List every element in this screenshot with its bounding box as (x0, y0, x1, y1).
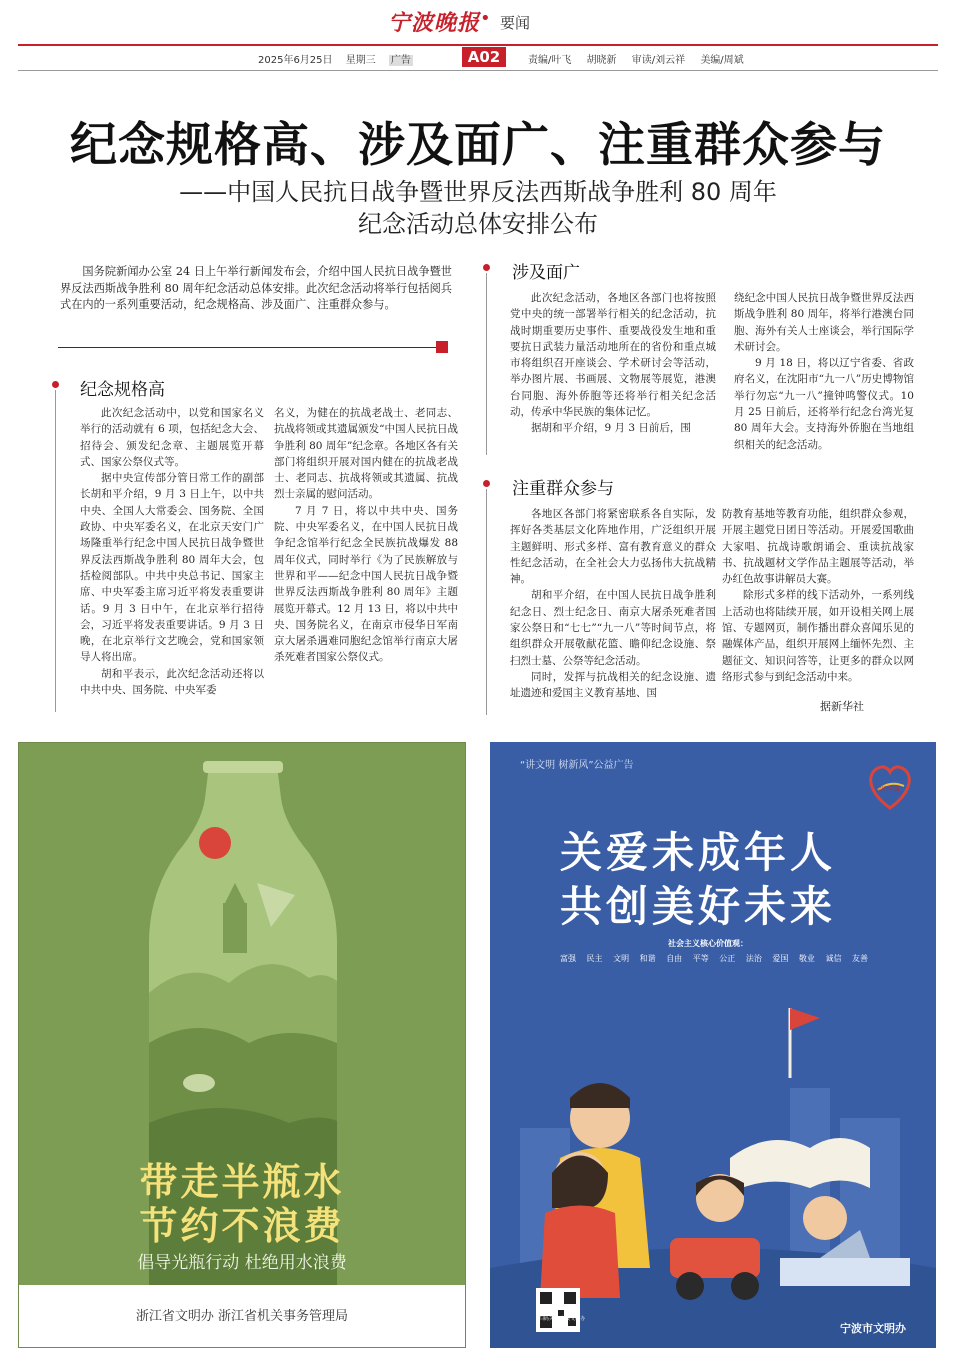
text-column-3 (510, 290, 716, 452)
section-bullet-icon (483, 264, 490, 271)
masthead-thin-rule (18, 70, 938, 71)
page-number: A02 (462, 47, 506, 67)
section-bullet-icon (52, 381, 59, 388)
ad-tagline: “讲文明 树新风”公益广告 (520, 760, 634, 771)
logo-caption: 文明宁波 (876, 786, 901, 793)
sun-icon (199, 827, 231, 859)
lead-divider-square (436, 341, 448, 353)
flag-icon (790, 1008, 820, 1030)
ad-slogan-line2: 节约不浪费 (139, 1203, 345, 1248)
family-illustration (490, 968, 936, 1348)
ad-tag: 广告 (390, 55, 411, 66)
text-column-6 (722, 506, 914, 714)
paragraph: 除形式多样的线下活动外，一系列线上活动也将陆续开展，如开设相关网上展馆、专题网页，制作播出群众喜闻乐见的融媒体产品，组织开展网上缅怀先烈、主题征文、知识问答等，让更多的群众以网络形式参与到纪念活动中来。 (722, 589, 914, 683)
paragraph: 7 月 7 日，将以中共中央、国务院、中央军委名义，在中国人民抗日战争纪念馆举行纪念全民族抗战爆发 88 周年仪式，同时举行《为了民族解放与世界和平——纪念中国人民抗日战争暨世界反法西斯战争胜利 80 周年》主题展览开幕式。12 月 13 日，将以中共中央、国务院名义，在南京市侵华日军南京大屠杀遇难同胞纪念馆举行南京大屠杀死难者国家公祭仪式。 (274, 504, 458, 664)
article-headline: 纪念规格高、涉及面广、注重群众参与 (70, 118, 886, 173)
core-value: 文明 (613, 954, 630, 963)
qr-caption: 扫码关注 宁波文明办 (538, 1316, 586, 1322)
editor-credit: 责编/叶飞 (528, 55, 572, 66)
editor-credits (528, 51, 756, 66)
boy-figure (803, 1196, 847, 1240)
section-heading-guige: 纪念规格高 (80, 380, 165, 400)
cow-icon (183, 1074, 215, 1092)
section-heading-shejimian: 涉及面广 (512, 263, 580, 283)
core-value: 平等 (692, 954, 709, 963)
section-rule (55, 390, 56, 712)
paragraph: 9 月 18 日，将以辽宁省委、省政府名义，在沈阳市“九一八”历史博物馆举行勿忘“九一八”撞钟鸣警仪式。10 月 25 日前后，还将举行纪念台湾光复 80 周年大会。支持海外侨胞在当地组织相关的纪念活动。 (734, 357, 914, 451)
core-value: 民主 (586, 954, 603, 963)
core-value: 爱国 (772, 954, 789, 963)
paragraph: 此次纪念活动，各地区各部门也将按照党中央的统一部署举行相关的纪念活动，抗战时期重要历史事件、重要战役发生地和重要抗日武装力量活动地所在的省份和重点城市将组织召开座谈会、学术研讨会等活动，举办图片展、书画展、文物展等展览，港澳台同胞、海外侨胞等还将举行相关纪念活动，传承中华民族的集体记忆。 (510, 292, 716, 419)
ad-sponsor: 浙江省文明办 浙江省机关事务管理局 (135, 1309, 349, 1324)
paragraph: 胡和平表示，此次纪念活动还将以中共中央、国务院、中央军委 (80, 667, 264, 697)
section-name: 要闻 (500, 14, 531, 32)
paragraph: 胡和平介绍，在中国人民抗日战争胜利纪念日、烈士纪念日、南京大屠杀死难者国家公祭日和“七七”“九一八”等时间节点，将组织群众开展敬献花篮、瞻仰纪念设施、祭扫烈士墓、公祭等纪念活动。 (510, 589, 716, 667)
paragraph: 绕纪念中国人民抗日战争暨世界反法西斯战争胜利 80 周年，将举行港澳台同胞、海外有关人士座谈会，举行国际学术研讨会。 (734, 292, 914, 353)
section-rule (486, 489, 487, 715)
section-heading-qunzhong: 注重群众参与 (512, 479, 614, 499)
section-rule (486, 273, 487, 455)
article-source: 据新华社 (820, 700, 864, 713)
core-value: 自由 (666, 954, 683, 963)
editor-credit: 美编/周斌 (700, 55, 744, 66)
dateline (258, 51, 423, 66)
core-value: 诚信 (825, 954, 842, 963)
section-bullet-icon (483, 480, 490, 487)
ad-sponsor-bar (19, 1285, 465, 1347)
text-column-5 (510, 506, 716, 714)
core-values-title: 社会主义核心价值观： (668, 939, 748, 948)
text-column-4 (734, 290, 914, 452)
text-column-1 (80, 405, 264, 711)
core-value: 和谐 (639, 954, 656, 963)
core-value: 富强 (560, 954, 576, 963)
water-saving-ad (18, 742, 466, 1348)
ad-headline-line2: 共创美好未来 (560, 882, 837, 931)
paragraph: 防教育基地等教育功能，组织群众参观，开展主题党日团日等活动。开展爱国歌曲大家唱、抗战诗歌朗诵会、重读抗战家书、抗战题材文学作品主题展等活动，举办红色故事讲解员大赛。 (722, 508, 914, 586)
core-value: 公正 (719, 954, 736, 963)
article-subhead-line1: ——中国人民抗日战争暨世界反法西斯战争胜利 80 周年 (179, 178, 777, 206)
newspaper-brand: 宁波晚报 (388, 10, 481, 36)
issue-weekday: 星期三 (345, 55, 376, 66)
text-column-2 (274, 405, 458, 711)
editor-credit: 审读/刘云祥 (631, 55, 686, 66)
masthead-rule (18, 44, 938, 46)
paragraph: 各地区各部门将紧密联系各自实际，发挥好各类基层文化阵地作用，广泛组织开展主题鲜明、形式多样、富有教育意义的群众性纪念活动，在全社会大力弘扬伟大抗战精神。 (510, 508, 716, 586)
article-lead (60, 264, 452, 314)
paragraph: 名义，为健在的抗战老战士、老同志、抗战将领或其遗属颁发“中国人民抗日战争胜利 80 周年”纪念章。各地区各有关部门将组织开展对国内健在的抗战老战士、老同志、抗战将领或其遗属、抗战烈士亲属的慰问活动。 (274, 407, 458, 501)
issue-date: 2025年6月25日 (258, 55, 333, 66)
core-value: 友善 (852, 954, 869, 963)
lead-paragraph: 国务院新闻办公室 24 日上午举行新闻发布会，介绍中国人民抗日战争暨世界反法西斯战争胜利 80 周年纪念活动总体安排。此次纪念活动将举行包括阅兵式在内的一系列重要活动，纪念规格高、涉及面广、注重群众参与。 (60, 265, 452, 312)
paragraph: 据胡和平介绍，9 月 3 日前后，围 (531, 422, 691, 435)
editor-credit: 胡晓新 (586, 55, 617, 66)
ad-headline-line1: 关爱未成年人 (560, 828, 837, 877)
article-subhead-line2: 纪念活动总体安排公布 (358, 210, 598, 238)
core-value: 敬业 (798, 954, 815, 963)
ad-organization: 宁波市文明办 (840, 1322, 906, 1335)
minors-care-ad (490, 742, 936, 1348)
lead-divider (58, 347, 436, 348)
paragraph: 据中央宣传部分管日常工作的副部长胡和平介绍，9 月 3 日上午，以中共中央、全国人大常委会、国务院、全国政协、中央军委名义，在北京天安门广场隆重举行纪念中国人民抗日战争暨世界反法西斯战争胜利 80 周年大会，包括检阅部队。中共中央总书记、国家主席、中央军委主席习近平将发表重要讲话。9 月 3 日中午，在北京举行招待会，习近平将发表重要讲话。9 月 3 日晚，在北京举行文艺晚会，党和国家领导人将出席。 (80, 472, 264, 664)
paragraph: 同时，发挥与抗战相关的纪念设施、遗址遗迹和爱国主义教育基地、国 (510, 670, 716, 700)
ad-slogan-line1: 带走半瓶水 (139, 1159, 345, 1204)
ad-slogan-line3: 倡导光瓶行动 杜绝用水浪费 (137, 1253, 347, 1273)
paragraph: 此次纪念活动中，以党和国家名义举行的活动就有 6 项，包括纪念大会、招待会、颁发纪念章、主题展览开幕式、国家公祭仪式等。 (80, 407, 264, 468)
core-value: 法治 (745, 954, 762, 963)
toy-plane-icon (780, 1258, 910, 1286)
toy-car-icon (670, 1238, 760, 1278)
brand-separator-dot: • (480, 8, 491, 29)
core-values-list (560, 953, 876, 964)
